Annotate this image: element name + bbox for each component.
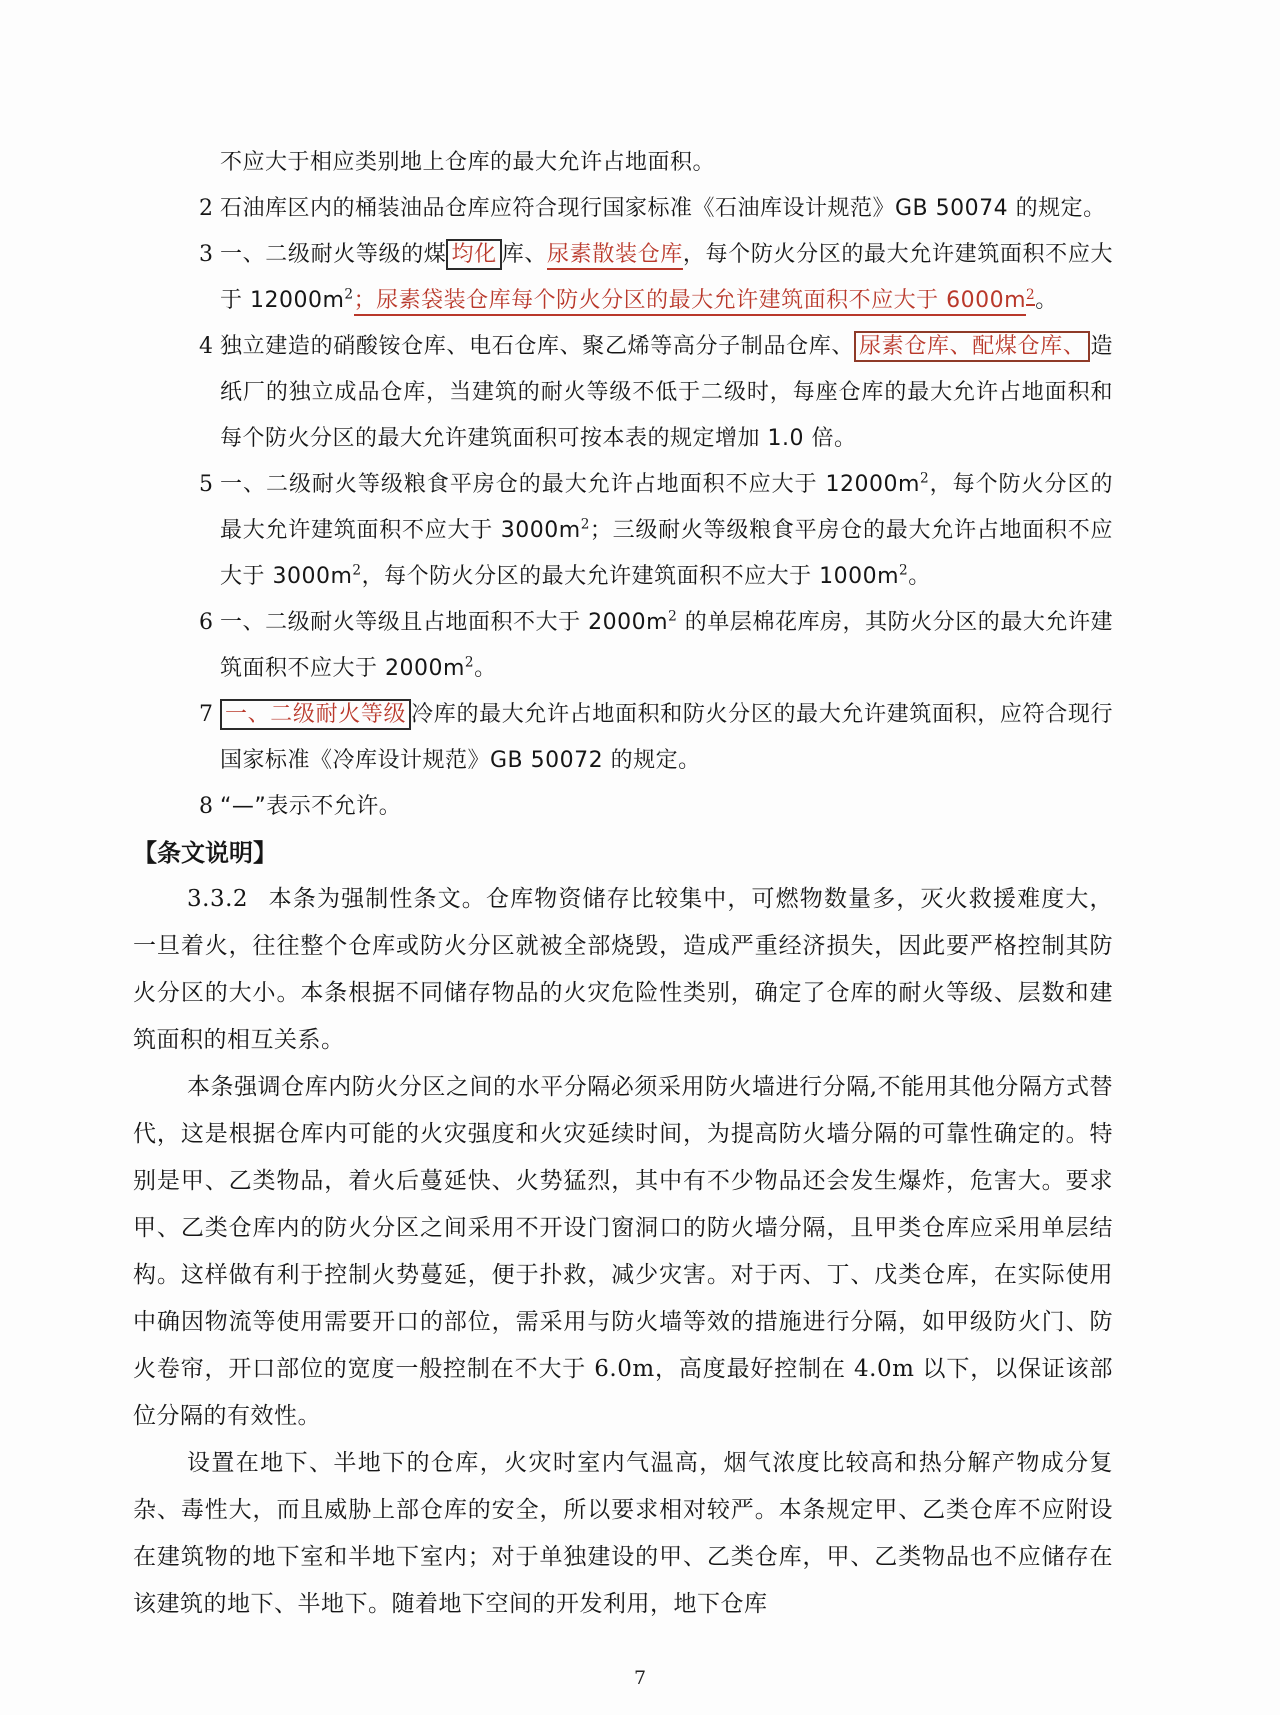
table-notes-block xyxy=(133,140,1113,830)
note-text-segment: 一、二级耐火等级的煤 xyxy=(220,242,447,267)
explanation-paragraph-1 xyxy=(133,876,1113,1064)
note-text-segment: 。 xyxy=(1035,288,1058,313)
note-text-segment: 石油库区内的桶装油品仓库应符合现行国家标准《石油库设计规范》GB 50074 的规定。 xyxy=(220,196,1106,221)
note-text xyxy=(220,699,1113,773)
paragraph-text: 设置在地下、半地下的仓库，火灾时室内气温高，烟气浓度比较高和热分解产物成分复杂、毒性大，而且威胁上部仓库的安全，所以要求相对较严。本条规定甲、乙类仓库不应附设在建筑物的地下室和半地下室内；对于单独建设的甲、乙类仓库，甲、乙类物品也不应储存在该建筑的地下、半地下。随着地下空间的开发利用，地下仓库 xyxy=(133,1450,1113,1617)
note-text-segment: ，每个防火分区的最大允许建筑面积不应大于 1000m xyxy=(361,564,900,589)
note-item-7 xyxy=(133,692,1113,784)
note-number: 8 xyxy=(199,794,214,819)
note-text-segment: ，每个防火分区的最大允许建筑面积不应大于 12000m xyxy=(220,242,1113,313)
boxed-revision-text: 尿素仓库、配煤仓库、 xyxy=(854,331,1090,362)
note-text-segment: 2 xyxy=(899,562,909,579)
note-text-segment: 独立建造的硝酸铵仓库、电石仓库、聚乙烯等高分子制品仓库、 xyxy=(220,334,855,359)
note-item-8 xyxy=(133,784,1113,830)
note-text-segment: 2 xyxy=(344,286,354,303)
note-text-segment: 一、二级耐火等级粮食平房仓的最大允许占地面积不应大于 12000m xyxy=(220,472,920,497)
note-text-segment: 一、二级耐火等级且占地面积不大于 2000m xyxy=(220,610,669,635)
note-text-segment: 的单层棉花库房，其防火分区的最大允许建筑面积不应大于 2000m xyxy=(220,610,1113,681)
paragraph-text: 本条为强制性条文。仓库物资储存比较集中，可燃物数量多，灭火救援难度大，一旦着火，往往整个仓库或防火分区就被全部烧毁，造成严重经济损失，因此要严格控制其防火分区的大小。本条根据不同储存物品的火灾危险性类别，确定了仓库的耐火等级、层数和建筑面积的相互关系。 xyxy=(133,886,1113,1053)
clause-number: 3.3.2 xyxy=(187,886,249,912)
note-item-6 xyxy=(133,600,1113,692)
revision-text: 2 xyxy=(1026,287,1035,306)
note-text-segment: 。 xyxy=(474,656,497,681)
note-text-segment: ，每个防火分区的最大允许建筑面积不应大于 3000m xyxy=(220,472,1113,543)
note-text-segment: 库、 xyxy=(501,242,548,267)
note-number: 6 xyxy=(199,610,214,635)
note-number: 7 xyxy=(199,702,214,727)
revision-text: 尿素散装仓库 xyxy=(547,242,683,270)
note-text xyxy=(220,610,1113,681)
explanation-paragraph-2 xyxy=(133,1064,1113,1440)
note-text-segment: 2 xyxy=(464,654,475,671)
boxed-revision-text: 一、二级耐火等级 xyxy=(220,699,411,730)
note-number: 2 xyxy=(199,196,214,221)
note-continuation-line: 不应大于相应类别地上仓库的最大允许占地面积。 xyxy=(220,150,716,175)
note-text-segment: 造纸厂的独立成品仓库，当建筑的耐火等级不低于二级时，每座仓库的最大允许占地面积和每个防火分区的最大允许建筑面积可按本表的规定增加 1.0 倍。 xyxy=(220,334,1113,451)
note-number: 4 xyxy=(199,334,214,359)
boxed-revision-text: 均化 xyxy=(446,239,501,270)
note-text-segment: 2 xyxy=(919,470,930,487)
note-text xyxy=(220,196,1106,221)
note-number: 5 xyxy=(199,472,214,497)
note-text xyxy=(220,242,1113,313)
note-item-2 xyxy=(133,186,1113,232)
paragraph-text: 本条强调仓库内防火分区之间的水平分隔必须采用防火墙进行分隔,不能用其他分隔方式替代，这是根据仓库内可能的火灾强度和火灾延续时间，为提高防火墙分隔的可靠性确定的。特别是甲、乙类物品，着火后蔓延快、火势猛烈，其中有不少物品还会发生爆炸，危害大。要求甲、乙类仓库内的防火分区之间采用不开设门窗洞口的防火墙分隔，且甲类仓库应采用单层结构。这样做有利于控制火势蔓延，便于扑救，减少灾害。对于丙、丁、戊类仓库，在实际使用中确因物流等使用需要开口的部位，需采用与防火墙等效的措施进行分隔，如甲级防火门、防火卷帘，开口部位的宽度一般控制在不大于 6.0m，高度最好控制在 4.0m 以下，以保证该部位分隔的有效性。 xyxy=(133,1074,1113,1429)
clause-explanation-header: 【条文说明】 xyxy=(133,839,277,867)
note-item-5 xyxy=(133,462,1113,600)
note-text-segment: 冷库的最大允许占地面积和防火分区的最大允许建筑面积，应符合现行国家标准《冷库设计规范》GB 50072 的规定。 xyxy=(220,702,1113,773)
explanation-paragraph-3 xyxy=(133,1440,1113,1628)
note-text-segment: 2 xyxy=(352,562,362,579)
note-text-segment: 2 xyxy=(580,516,590,533)
page-number: 7 xyxy=(633,1667,647,1689)
note-text xyxy=(220,794,401,819)
note-text-segment: “—”表示不允许。 xyxy=(220,794,402,819)
note-item-4 xyxy=(133,324,1113,462)
note-text-segment: 。 xyxy=(908,564,931,589)
note-text-segment: ；三级耐火等级粮食平房仓的最大允许占地面积不应大于 3000m xyxy=(220,518,1113,589)
note-item-3 xyxy=(133,232,1113,324)
note-text xyxy=(220,331,1113,451)
note-text xyxy=(220,472,1113,589)
note-text-segment: 2 xyxy=(668,608,678,625)
note-number: 3 xyxy=(199,242,214,267)
revision-text: ；尿素袋装仓库每个防火分区的最大允许建筑面积不应大于 6000m xyxy=(354,288,1026,316)
